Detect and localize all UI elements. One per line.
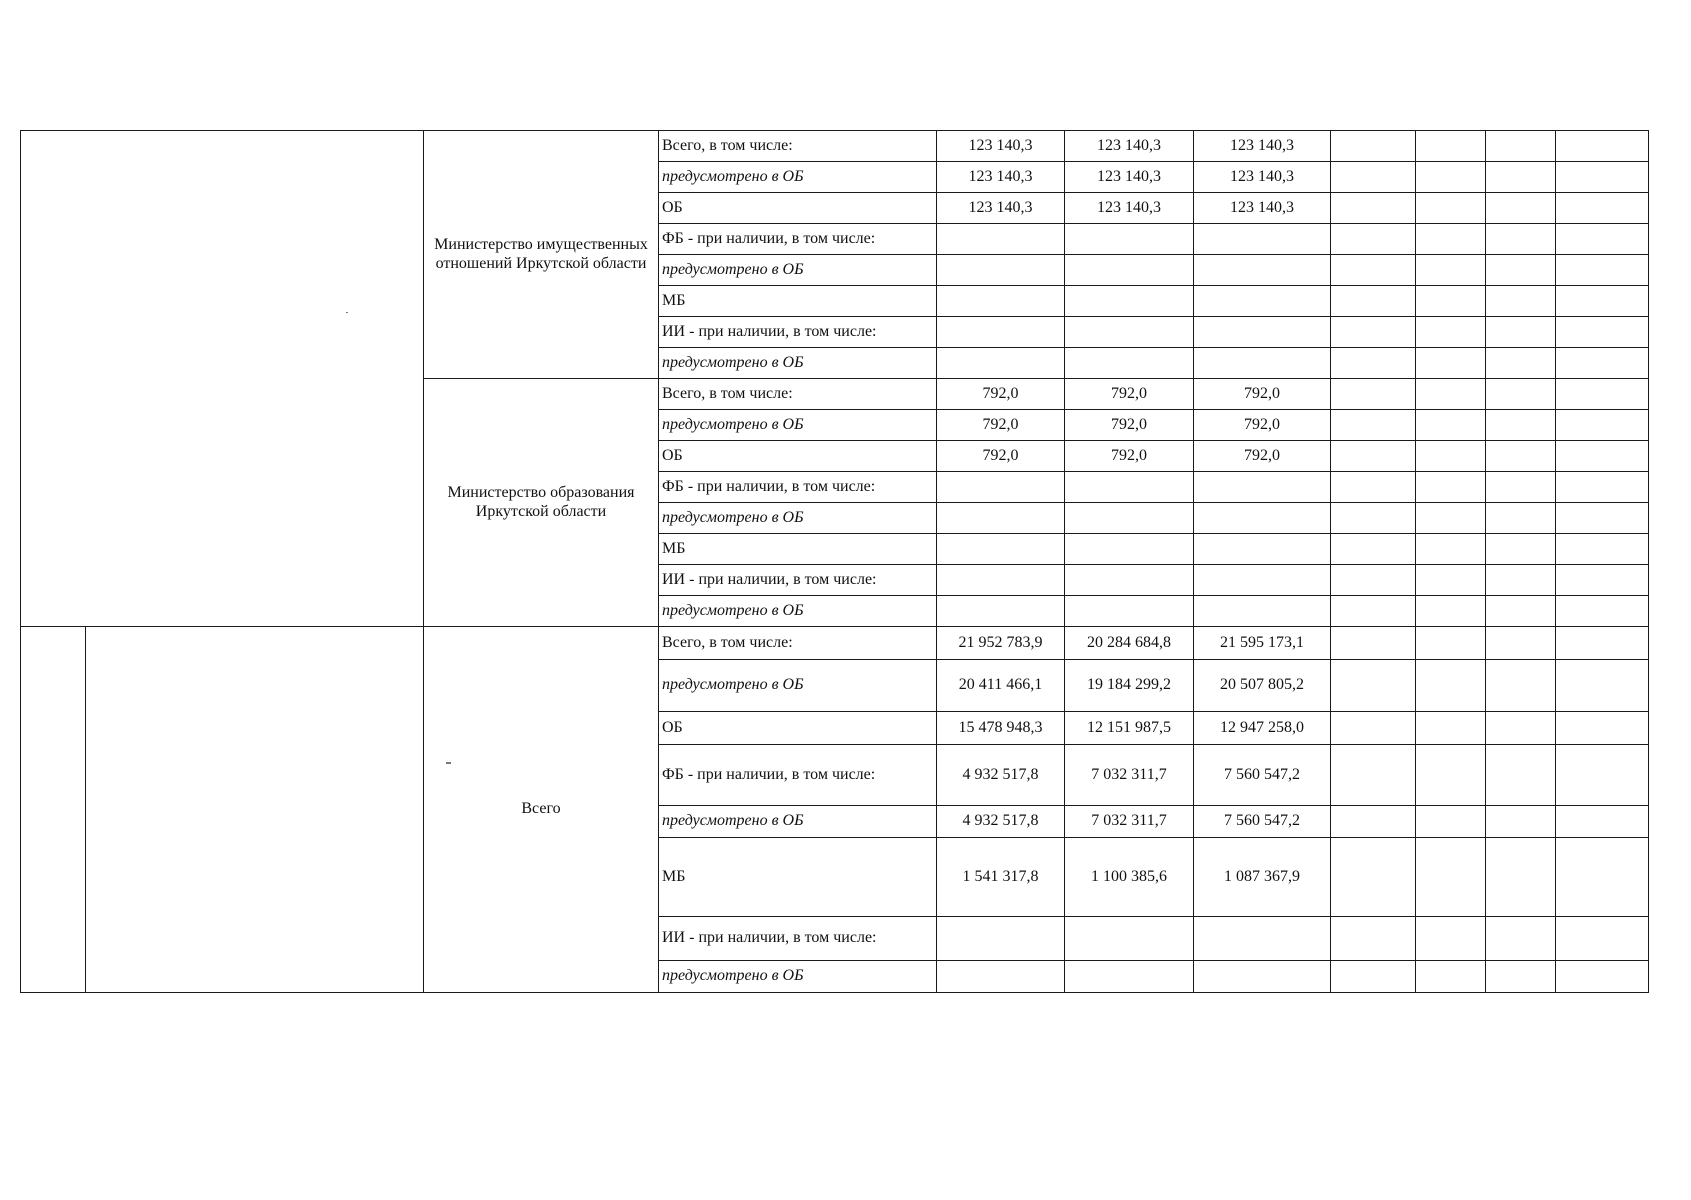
empty-cell: [1331, 534, 1416, 565]
value-cell: [1194, 503, 1331, 534]
scan-dash: [446, 762, 451, 764]
empty-cell: [1486, 838, 1556, 917]
value-cell: [1065, 224, 1194, 255]
empty-cell: [1556, 317, 1649, 348]
value-cell: 15 478 948,3: [937, 712, 1065, 745]
value-cell: [1194, 534, 1331, 565]
value-cell: [937, 917, 1065, 961]
empty-cell: [1416, 379, 1486, 410]
empty-cell: [1416, 565, 1486, 596]
value-cell: 21 595 173,1: [1194, 627, 1331, 660]
row-label: МБ: [659, 286, 937, 317]
value-cell: [1065, 472, 1194, 503]
empty-cell: [1556, 224, 1649, 255]
empty-cell: [1416, 917, 1486, 961]
empty-cell: [1331, 712, 1416, 745]
row-label: МБ: [659, 534, 937, 565]
value-cell: 792,0: [937, 379, 1065, 410]
empty-cell: [1486, 193, 1556, 224]
empty-cell: [1416, 596, 1486, 627]
empty-cell: [1416, 838, 1486, 917]
empty-cell: [1556, 379, 1649, 410]
value-cell: [1194, 255, 1331, 286]
empty-cell: [1416, 224, 1486, 255]
value-cell: 1 087 367,9: [1194, 838, 1331, 917]
value-cell: 792,0: [1065, 379, 1194, 410]
value-cell: [1065, 286, 1194, 317]
value-cell: 1 541 317,8: [937, 838, 1065, 917]
empty-cell: [1486, 317, 1556, 348]
row-label: ФБ - при наличии, в том числе:: [659, 472, 937, 503]
empty-cell: [1486, 712, 1556, 745]
empty-cell: [1416, 441, 1486, 472]
row-label: предусмотрено в ОБ: [659, 961, 937, 993]
value-cell: [1065, 255, 1194, 286]
value-cell: 7 032 311,7: [1065, 806, 1194, 838]
value-cell: 123 140,3: [1065, 193, 1194, 224]
empty-cell: [1416, 317, 1486, 348]
row-label: ИИ - при наличии, в том числе:: [659, 565, 937, 596]
empty-cell: [1416, 503, 1486, 534]
empty-cell: [1486, 286, 1556, 317]
empty-cell: [1486, 745, 1556, 806]
org-name-cell: Министерство образования Иркутской области: [424, 379, 659, 627]
value-cell: 123 140,3: [937, 131, 1065, 162]
value-cell: 12 947 258,0: [1194, 712, 1331, 745]
empty-cell: [1486, 596, 1556, 627]
empty-cell: [1556, 534, 1649, 565]
value-cell: 792,0: [1065, 410, 1194, 441]
empty-cell: [1416, 255, 1486, 286]
empty-cell: [1331, 131, 1416, 162]
empty-cell: [1331, 596, 1416, 627]
value-cell: 123 140,3: [937, 162, 1065, 193]
value-cell: [1065, 503, 1194, 534]
table-row: [21, 627, 1649, 660]
value-cell: [1194, 917, 1331, 961]
blank-name-cell: [86, 627, 424, 993]
value-cell: 792,0: [937, 441, 1065, 472]
row-label: ИИ - при наличии, в том числе:: [659, 317, 937, 348]
row-label: предусмотрено в ОБ: [659, 660, 937, 712]
empty-cell: [1556, 660, 1649, 712]
empty-cell: [1556, 503, 1649, 534]
empty-cell: [1486, 131, 1556, 162]
empty-cell: [1556, 162, 1649, 193]
row-label: Всего, в том числе:: [659, 627, 937, 660]
value-cell: [937, 255, 1065, 286]
value-cell: [1065, 596, 1194, 627]
blank-number-cell: [21, 627, 86, 993]
row-label: предусмотрено в ОБ: [659, 503, 937, 534]
empty-cell: [1556, 712, 1649, 745]
table-row: [21, 131, 1649, 162]
value-cell: 792,0: [1194, 410, 1331, 441]
value-cell: [937, 503, 1065, 534]
empty-cell: [1556, 131, 1649, 162]
value-cell: [937, 472, 1065, 503]
value-cell: 20 284 684,8: [1065, 627, 1194, 660]
value-cell: [937, 317, 1065, 348]
value-cell: 19 184 299,2: [1065, 660, 1194, 712]
empty-cell: [1331, 806, 1416, 838]
row-label: ФБ - при наличии, в том числе:: [659, 745, 937, 806]
empty-cell: [1331, 838, 1416, 917]
value-cell: [937, 596, 1065, 627]
empty-cell: [1416, 961, 1486, 993]
value-cell: [1065, 917, 1194, 961]
empty-cell: [1416, 131, 1486, 162]
empty-cell: [1486, 806, 1556, 838]
value-cell: 20 411 466,1: [937, 660, 1065, 712]
empty-cell: [1331, 193, 1416, 224]
value-cell: [937, 224, 1065, 255]
value-cell: [1065, 317, 1194, 348]
empty-cell: [1556, 627, 1649, 660]
row-label: ИИ - при наличии, в том числе:: [659, 917, 937, 961]
value-cell: 4 932 517,8: [937, 806, 1065, 838]
empty-cell: [1416, 712, 1486, 745]
empty-cell: [1331, 410, 1416, 441]
row-label: предусмотрено в ОБ: [659, 410, 937, 441]
row-label: ФБ - при наличии, в том числе:: [659, 224, 937, 255]
blank-merged-cell: [21, 131, 424, 627]
value-cell: 123 140,3: [937, 193, 1065, 224]
row-label: предусмотрено в ОБ: [659, 162, 937, 193]
org-name-cell: Министерство имущественных отношений Иркутской области: [424, 131, 659, 379]
empty-cell: [1416, 745, 1486, 806]
value-cell: [1194, 286, 1331, 317]
value-cell: 123 140,3: [1194, 193, 1331, 224]
row-label: Всего, в том числе:: [659, 131, 937, 162]
value-cell: [1194, 472, 1331, 503]
empty-cell: [1331, 745, 1416, 806]
value-cell: 123 140,3: [1194, 162, 1331, 193]
empty-cell: [1486, 162, 1556, 193]
empty-cell: [1486, 917, 1556, 961]
empty-cell: [1486, 660, 1556, 712]
empty-cell: [1486, 224, 1556, 255]
row-label: предусмотрено в ОБ: [659, 348, 937, 379]
value-cell: [937, 534, 1065, 565]
value-cell: [937, 348, 1065, 379]
empty-cell: [1331, 348, 1416, 379]
row-label: Всего, в том числе:: [659, 379, 937, 410]
empty-cell: [1556, 410, 1649, 441]
empty-cell: [1331, 472, 1416, 503]
empty-cell: [1331, 286, 1416, 317]
empty-cell: [1416, 193, 1486, 224]
empty-cell: [1331, 317, 1416, 348]
empty-cell: [1331, 255, 1416, 286]
value-cell: [1194, 565, 1331, 596]
value-cell: [1194, 596, 1331, 627]
empty-cell: [1556, 565, 1649, 596]
empty-cell: [1486, 255, 1556, 286]
value-cell: [1065, 348, 1194, 379]
empty-cell: [1416, 660, 1486, 712]
row-label: предусмотрено в ОБ: [659, 596, 937, 627]
empty-cell: [1331, 961, 1416, 993]
scan-speck: [346, 312, 348, 313]
total-label-cell: Всего: [424, 627, 659, 993]
empty-cell: [1416, 627, 1486, 660]
empty-cell: [1331, 627, 1416, 660]
empty-cell: [1556, 917, 1649, 961]
empty-cell: [1486, 379, 1556, 410]
value-cell: 12 151 987,5: [1065, 712, 1194, 745]
empty-cell: [1556, 441, 1649, 472]
value-cell: 7 560 547,2: [1194, 806, 1331, 838]
value-cell: 792,0: [1065, 441, 1194, 472]
empty-cell: [1556, 596, 1649, 627]
value-cell: [1065, 961, 1194, 993]
empty-cell: [1556, 286, 1649, 317]
budget-table: [20, 130, 1649, 993]
value-cell: [937, 565, 1065, 596]
empty-cell: [1331, 379, 1416, 410]
empty-cell: [1331, 565, 1416, 596]
value-cell: 4 932 517,8: [937, 745, 1065, 806]
empty-cell: [1416, 348, 1486, 379]
empty-cell: [1556, 472, 1649, 503]
empty-cell: [1416, 410, 1486, 441]
value-cell: 123 140,3: [1065, 162, 1194, 193]
row-label: МБ: [659, 838, 937, 917]
row-label: ОБ: [659, 193, 937, 224]
value-cell: 792,0: [937, 410, 1065, 441]
empty-cell: [1556, 348, 1649, 379]
value-cell: [937, 961, 1065, 993]
row-label: ОБ: [659, 441, 937, 472]
value-cell: [1194, 224, 1331, 255]
empty-cell: [1556, 745, 1649, 806]
value-cell: [1194, 961, 1331, 993]
empty-cell: [1416, 472, 1486, 503]
empty-cell: [1416, 286, 1486, 317]
value-cell: [1194, 348, 1331, 379]
row-label: предусмотрено в ОБ: [659, 806, 937, 838]
value-cell: 792,0: [1194, 441, 1331, 472]
empty-cell: [1331, 162, 1416, 193]
value-cell: 792,0: [1194, 379, 1331, 410]
value-cell: 123 140,3: [1065, 131, 1194, 162]
value-cell: [1065, 534, 1194, 565]
value-cell: [937, 286, 1065, 317]
empty-cell: [1331, 441, 1416, 472]
empty-cell: [1486, 348, 1556, 379]
empty-cell: [1331, 224, 1416, 255]
empty-cell: [1416, 162, 1486, 193]
row-label: ОБ: [659, 712, 937, 745]
empty-cell: [1556, 806, 1649, 838]
value-cell: 21 952 783,9: [937, 627, 1065, 660]
empty-cell: [1556, 961, 1649, 993]
empty-cell: [1556, 255, 1649, 286]
value-cell: 1 100 385,6: [1065, 838, 1194, 917]
empty-cell: [1416, 534, 1486, 565]
empty-cell: [1416, 806, 1486, 838]
empty-cell: [1486, 534, 1556, 565]
value-cell: [1065, 565, 1194, 596]
empty-cell: [1331, 503, 1416, 534]
empty-cell: [1556, 193, 1649, 224]
empty-cell: [1486, 961, 1556, 993]
empty-cell: [1486, 627, 1556, 660]
empty-cell: [1486, 410, 1556, 441]
empty-cell: [1486, 472, 1556, 503]
row-label: предусмотрено в ОБ: [659, 255, 937, 286]
value-cell: 123 140,3: [1194, 131, 1331, 162]
empty-cell: [1486, 441, 1556, 472]
empty-cell: [1486, 565, 1556, 596]
value-cell: 7 032 311,7: [1065, 745, 1194, 806]
empty-cell: [1331, 917, 1416, 961]
empty-cell: [1486, 503, 1556, 534]
value-cell: [1194, 317, 1331, 348]
empty-cell: [1556, 838, 1649, 917]
value-cell: 20 507 805,2: [1194, 660, 1331, 712]
value-cell: 7 560 547,2: [1194, 745, 1331, 806]
empty-cell: [1331, 660, 1416, 712]
